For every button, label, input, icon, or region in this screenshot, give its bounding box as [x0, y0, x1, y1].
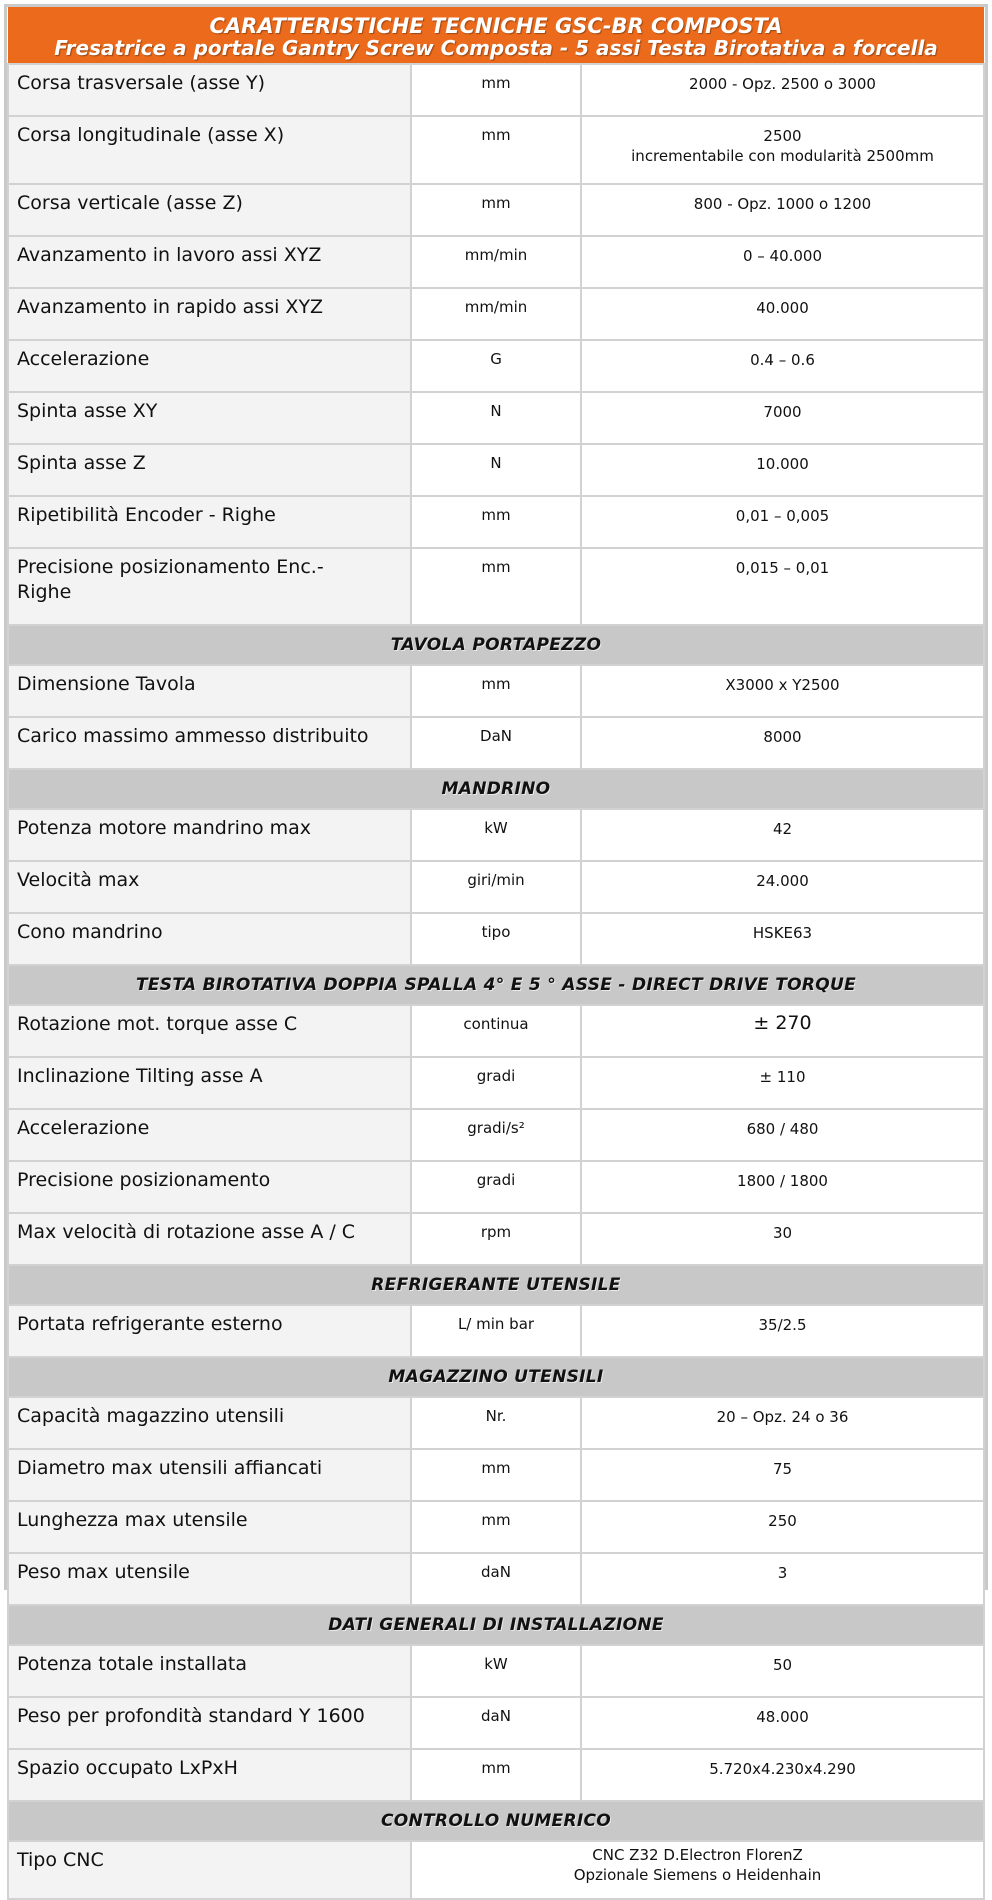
spec-value-cell [581, 1305, 984, 1357]
section-heading-row [8, 1265, 984, 1305]
spec-value-cell [581, 1697, 984, 1749]
spec-unit: mm [411, 184, 581, 236]
spec-label: Accelerazione [17, 1117, 150, 1139]
spec-value: 40.000 [756, 299, 809, 317]
spec-label: Peso max utensile [17, 1561, 190, 1583]
spec-label: Carico massimo ammesso distribuito [17, 725, 369, 747]
spec-unit: mm/min [411, 288, 581, 340]
spec-unit: mm [411, 548, 581, 625]
spec-label-cell [8, 809, 411, 861]
spec-label: Ripetibilità Encoder - Righe [17, 504, 276, 526]
spec-value-cont: incrementabile con modularità 2500mm [631, 147, 934, 165]
spec-label: Precisione posizionamento Enc.- [17, 556, 324, 578]
spec-label-cell [8, 1501, 411, 1553]
spec-value: 800 - Opz. 1000 o 1200 [693, 195, 872, 213]
section-heading: CONTROLLO NUMERICO [8, 1801, 984, 1841]
spec-label: Portata refrigerante esterno [17, 1313, 283, 1335]
spec-row [8, 340, 984, 392]
spec-unit: kW [411, 1645, 581, 1697]
spec-label: Rotazione mot. torque asse C [17, 1013, 298, 1035]
spec-label: Capacità magazzino utensili [17, 1405, 285, 1427]
spec-value: 1800 / 1800 [737, 1172, 828, 1190]
spec-label: Accelerazione [17, 348, 150, 370]
spec-label: Potenza motore mandrino max [17, 817, 312, 839]
spec-row [8, 913, 984, 965]
spec-value-cell [581, 1449, 984, 1501]
spec-row [8, 1213, 984, 1265]
spec-row [8, 1449, 984, 1501]
spec-row [8, 809, 984, 861]
spec-value: 680 / 480 [746, 1120, 819, 1138]
section-heading: MAGAZZINO UTENSILI [8, 1357, 984, 1397]
spec-label-cell [8, 236, 411, 288]
spec-unit: Nr. [411, 1397, 581, 1449]
spec-value-cell [581, 1109, 984, 1161]
section-heading: REFRIGERANTE UTENSILE [8, 1265, 984, 1305]
spec-value-cell [581, 861, 984, 913]
spec-unit: L/ min bar [411, 1305, 581, 1357]
spec-value-cont: Opzionale Siemens o Heidenhain [573, 1866, 822, 1884]
spec-unit: mm [411, 64, 581, 116]
spec-value: 30 [772, 1224, 793, 1242]
section-heading-row [8, 965, 984, 1005]
spec-label-cell [8, 444, 411, 496]
spec-label-cell [8, 1697, 411, 1749]
spec-label-cell [8, 1305, 411, 1357]
title-row [8, 7, 984, 64]
spec-row [8, 1305, 984, 1357]
spec-table-body [8, 7, 984, 1899]
spec-unit: mm/min [411, 236, 581, 288]
section-heading: MANDRINO [8, 769, 984, 809]
spec-value: 0 – 40.000 [742, 247, 823, 265]
spec-value: 3 [777, 1564, 788, 1582]
section-heading-row [8, 1357, 984, 1397]
spec-value-cell [581, 1057, 984, 1109]
spec-value-cell [581, 1501, 984, 1553]
spec-value-cell [581, 1553, 984, 1605]
spec-value-cell [581, 665, 984, 717]
spec-label: Lunghezza max utensile [17, 1509, 248, 1531]
spec-row [8, 288, 984, 340]
spec-value: 2500 [763, 127, 802, 145]
spec-label: Corsa longitudinale (asse X) [17, 124, 285, 146]
spec-label: Precisione posizionamento [17, 1169, 271, 1191]
spec-label-cell [8, 1161, 411, 1213]
spec-value: CNC Z32 D.Electron FlorenZ [592, 1846, 803, 1864]
spec-row [8, 184, 984, 236]
spec-row [8, 1841, 984, 1899]
section-heading-row [8, 1801, 984, 1841]
spec-label-cell [8, 1005, 411, 1057]
title-cell [8, 7, 984, 64]
section-heading-row [8, 1605, 984, 1645]
spec-label: Potenza totale installata [17, 1653, 248, 1675]
spec-unit: mm [411, 116, 581, 184]
spec-label-cell [8, 861, 411, 913]
spec-label: Diametro max utensili affiancati [17, 1457, 323, 1479]
spec-label-cell [8, 184, 411, 236]
spec-unit: mm [411, 496, 581, 548]
spec-value: 50 [772, 1656, 793, 1674]
spec-value-cell [581, 116, 984, 184]
spec-value-cell [581, 1213, 984, 1265]
section-heading-row [8, 625, 984, 665]
spec-unit: gradi [411, 1161, 581, 1213]
section-heading: DATI GENERALI DI INSTALLAZIONE [8, 1605, 984, 1645]
spec-label-cell [8, 1841, 411, 1899]
spec-label: Dimensione Tavola [17, 673, 196, 695]
spec-unit: N [411, 392, 581, 444]
spec-value-cell [581, 340, 984, 392]
spec-row [8, 444, 984, 496]
spec-label-cell [8, 1109, 411, 1161]
spec-row [8, 1109, 984, 1161]
spec-label: Max velocità di rotazione asse A / C [17, 1221, 356, 1243]
spec-value-cell [581, 1645, 984, 1697]
spec-label-cell [8, 288, 411, 340]
spec-unit: mm [411, 1501, 581, 1553]
spec-label-cell [8, 717, 411, 769]
spec-value-cell [581, 1749, 984, 1801]
spec-label-cell [8, 1553, 411, 1605]
spec-value-cell [581, 913, 984, 965]
spec-table [7, 7, 985, 1900]
spec-value: 5.720x4.230x4.290 [709, 1760, 856, 1778]
spec-label-cell [8, 392, 411, 444]
spec-unit: continua [411, 1005, 581, 1057]
spec-value-cell [581, 717, 984, 769]
spec-value-cell [581, 1397, 984, 1449]
spec-value: 20 – Opz. 24 o 36 [716, 1408, 849, 1426]
spec-row [8, 496, 984, 548]
spec-sheet [4, 4, 988, 1884]
spec-row [8, 665, 984, 717]
spec-label-cell [8, 116, 411, 184]
spec-label: Avanzamento in lavoro assi XYZ [17, 244, 322, 266]
spec-unit: gradi/s² [411, 1109, 581, 1161]
title-line-2: Fresatrice a portale Gantry Screw Composta - 5 assi Testa Birotativa a forcella [54, 35, 938, 60]
spec-value: 250 [768, 1512, 797, 1530]
section-heading: TAVOLA PORTAPEZZO [8, 625, 984, 665]
spec-value: 0,015 – 0,01 [735, 559, 830, 577]
spec-row [8, 392, 984, 444]
spec-row [8, 1697, 984, 1749]
spec-label-cont: Righe [17, 581, 72, 603]
spec-unit: rpm [411, 1213, 581, 1265]
spec-row [8, 717, 984, 769]
spec-row [8, 1057, 984, 1109]
spec-value: 35/2.5 [758, 1316, 807, 1334]
spec-value: 2000 - Opz. 2500 o 3000 [689, 75, 876, 93]
spec-label: Spinta asse Z [17, 452, 146, 474]
spec-value: 8000 [763, 728, 802, 746]
spec-value-cell [581, 288, 984, 340]
spec-label: Corsa trasversale (asse Y) [17, 72, 265, 94]
spec-label: Corsa verticale (asse Z) [17, 192, 243, 214]
spec-unit: DaN [411, 717, 581, 769]
spec-value: 0.4 – 0.6 [750, 351, 815, 369]
spec-unit: kW [411, 809, 581, 861]
spec-unit: tipo [411, 913, 581, 965]
spec-value-cell [581, 184, 984, 236]
spec-value: 75 [772, 1460, 793, 1478]
spec-row [8, 1645, 984, 1697]
spec-value: ± 110 [759, 1068, 806, 1086]
spec-label-cell [8, 1449, 411, 1501]
title-line-1: CARATTERISTICHE TECNICHE GSC-BR COMPOSTA [209, 13, 783, 38]
spec-unit: daN [411, 1697, 581, 1749]
spec-value: 48.000 [756, 1708, 809, 1726]
spec-value-cell [411, 1841, 984, 1899]
spec-label: Spinta asse XY [17, 400, 158, 422]
spec-label-cell [8, 1213, 411, 1265]
spec-row [8, 64, 984, 116]
spec-value: 24.000 [756, 872, 809, 890]
spec-value: 42 [772, 820, 793, 838]
spec-value: HSKE63 [752, 924, 813, 942]
spec-value-cell [581, 548, 984, 625]
spec-value-cell [581, 444, 984, 496]
spec-label: Cono mandrino [17, 921, 163, 943]
spec-label: Peso per profondità standard Y 1600 [17, 1705, 365, 1727]
spec-unit: gradi [411, 1057, 581, 1109]
spec-value-cell [581, 496, 984, 548]
spec-value: X3000 x Y2500 [725, 676, 840, 694]
spec-label: Velocità max [17, 869, 140, 891]
spec-value: 0,01 – 0,005 [735, 507, 830, 525]
spec-unit: mm [411, 1449, 581, 1501]
spec-label-cell [8, 496, 411, 548]
spec-unit: giri/min [411, 861, 581, 913]
spec-unit: N [411, 444, 581, 496]
spec-value: ± 270 [753, 1012, 812, 1034]
spec-row [8, 1553, 984, 1605]
spec-value-cell [581, 1005, 984, 1057]
spec-label-cell [8, 1057, 411, 1109]
spec-label-cell [8, 340, 411, 392]
spec-value-cell [581, 809, 984, 861]
spec-value-cell [581, 236, 984, 288]
section-heading: TESTA BIROTATIVA DOPPIA SPALLA 4° E 5 ° ASSE - DIRECT DRIVE TORQUE [8, 965, 984, 1005]
spec-label: Inclinazione Tilting asse A [17, 1065, 263, 1087]
spec-row [8, 1005, 984, 1057]
spec-label: Tipo CNC [17, 1849, 104, 1871]
spec-label: Spazio occupato LxPxH [17, 1757, 238, 1779]
spec-label-cell [8, 64, 411, 116]
spec-row [8, 1397, 984, 1449]
spec-label: Avanzamento in rapido assi XYZ [17, 296, 324, 318]
spec-label-cell [8, 548, 411, 625]
spec-unit: mm [411, 665, 581, 717]
spec-unit: mm [411, 1749, 581, 1801]
spec-unit: daN [411, 1553, 581, 1605]
spec-row [8, 116, 984, 184]
spec-row [8, 1501, 984, 1553]
spec-label-cell [8, 1645, 411, 1697]
spec-value-cell [581, 1161, 984, 1213]
spec-row [8, 236, 984, 288]
spec-label-cell [8, 1749, 411, 1801]
spec-row [8, 548, 984, 625]
section-heading-row [8, 769, 984, 809]
spec-value: 10.000 [756, 455, 809, 473]
spec-label-cell [8, 1397, 411, 1449]
spec-value-cell [581, 392, 984, 444]
spec-row [8, 1161, 984, 1213]
spec-row [8, 1749, 984, 1801]
spec-label-cell [8, 913, 411, 965]
spec-row [8, 861, 984, 913]
spec-value: 7000 [763, 403, 802, 421]
spec-label-cell [8, 665, 411, 717]
spec-unit: G [411, 340, 581, 392]
spec-value-cell [581, 64, 984, 116]
